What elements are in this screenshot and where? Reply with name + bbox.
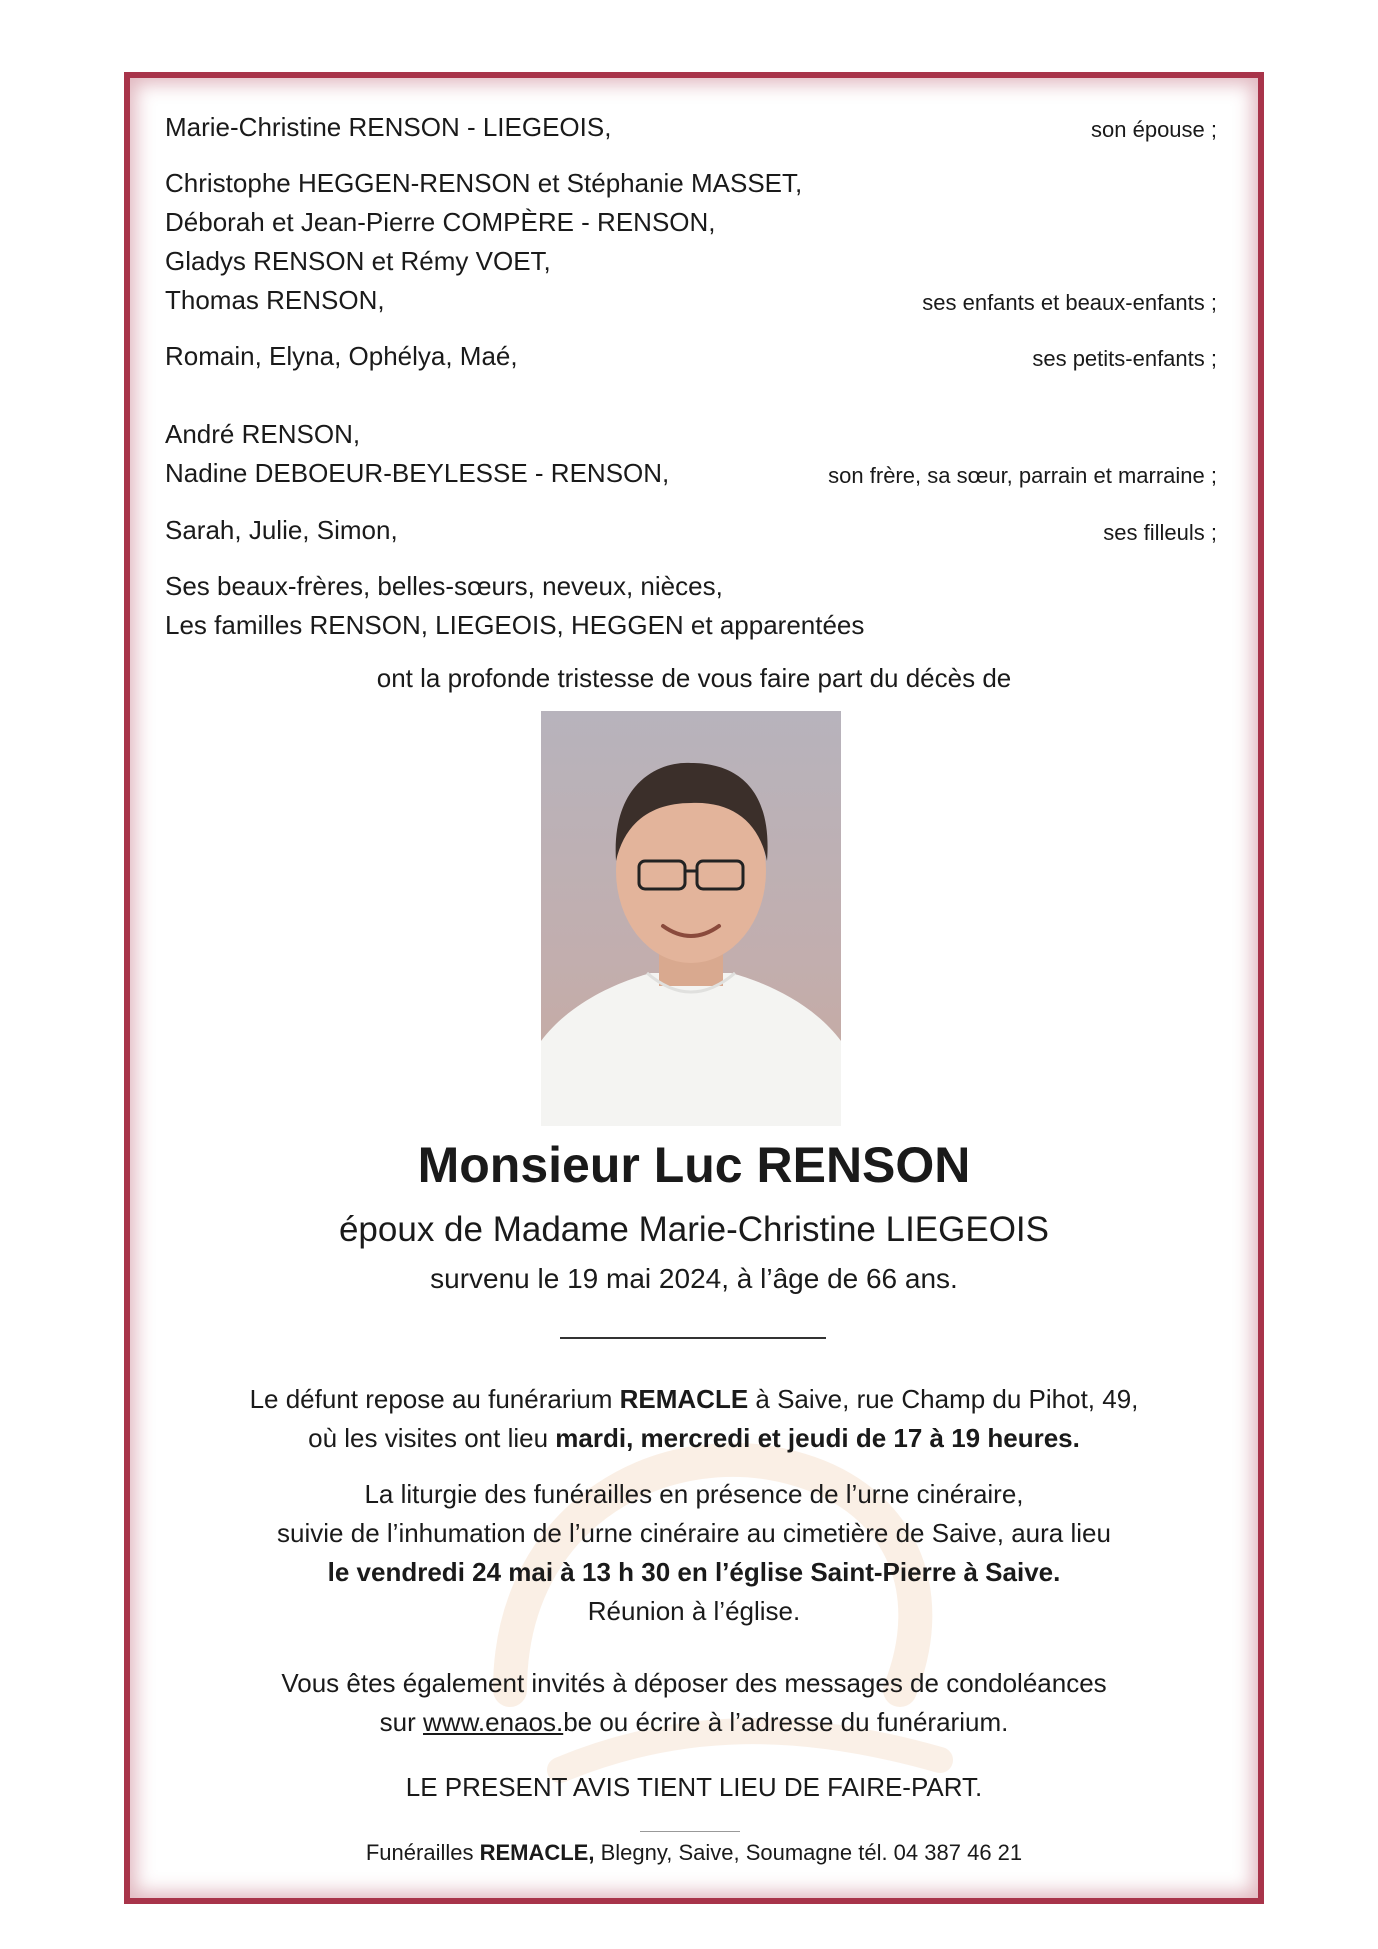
visitation-line-2 <box>124 1423 1264 1454</box>
text: sur <box>379 1707 424 1737</box>
deceased-death-date: survenu le 19 mai 2024, à l’âge de 66 ans. <box>430 1263 958 1294</box>
family-line: Romain, Elyna, Ophélya, Maé, <box>165 341 518 371</box>
family-line: Ses beaux-frères, belles-sœurs, neveux, nièces, <box>165 571 723 601</box>
family-relation: ses petits-enfants ; <box>1032 346 1217 371</box>
divider <box>560 1337 826 1339</box>
family-line: André RENSON, <box>165 419 361 449</box>
text: be ou écrire à l’adresse du funérarium. <box>563 1707 1009 1737</box>
family-group-grandchildren <box>165 337 1217 377</box>
text: à Saive, rue Champ du Pihot, 49, <box>748 1384 1139 1414</box>
footer <box>124 1840 1264 1866</box>
portrait-illustration <box>541 711 841 1126</box>
text: Le défunt repose au funérarium <box>249 1384 620 1414</box>
funeral-line-1: La liturgie des funérailles en présence de l’urne cinéraire, <box>364 1479 1024 1509</box>
family-line: Christophe HEGGEN-RENSON et Stéphanie MASSET, <box>165 168 803 198</box>
family-group-extended <box>165 567 1217 647</box>
family-group-spouse <box>165 108 1217 148</box>
family-line: Marie-Christine RENSON - LIEGEOIS, <box>165 112 612 142</box>
announcement-text: ont la profonde tristesse de vous faire part du décès de <box>376 663 1012 693</box>
funeral-line-4: Réunion à l’église. <box>587 1596 801 1626</box>
notice-text: LE PRESENT AVIS TIENT LIEU DE FAIRE-PART. <box>405 1772 983 1802</box>
footer-company: REMACLE, <box>479 1840 595 1865</box>
family-line: Thomas RENSON, <box>165 285 385 315</box>
text: Funérailles <box>365 1840 480 1865</box>
funeral-line-2: suivie de l’inhumation de l’urne cinéraire au cimetière de Saive, aura lieu <box>277 1518 1111 1548</box>
visiting-hours: mardi, mercredi et jeudi de 17 à 19 heures. <box>555 1423 1080 1453</box>
family-group-children <box>165 164 1217 324</box>
family-group-siblings <box>165 415 1217 495</box>
family-relation: ses filleuls ; <box>1103 520 1217 545</box>
deceased-spouse: époux de Madame Marie-Christine LIEGEOIS <box>338 1210 1050 1249</box>
deceased-photo <box>541 711 841 1126</box>
website-link[interactable]: www.enaos. <box>423 1707 564 1737</box>
condolences-line-2 <box>124 1707 1264 1738</box>
family-relation: son épouse ; <box>1091 117 1217 142</box>
visitation-line-1 <box>124 1384 1264 1415</box>
family-line: Gladys RENSON et Rémy VOET, <box>165 246 551 276</box>
condolences-line-1: Vous êtes également invités à déposer des messages de condoléances <box>281 1668 1107 1698</box>
family-relation: ses enfants et beaux-enfants ; <box>922 290 1217 315</box>
text: Blegny, Saive, Soumagne tél. 04 387 46 21 <box>594 1840 1023 1865</box>
family-line: Sarah, Julie, Simon, <box>165 515 398 545</box>
funeral-datetime: le vendredi 24 mai à 13 h 30 en l’église Saint-Pierre à Saive. <box>327 1557 1061 1587</box>
family-line: Nadine DEBOEUR-BEYLESSE - RENSON, <box>165 458 670 488</box>
family-group-godchildren <box>165 511 1217 551</box>
funeral-home-name: REMACLE <box>619 1384 749 1414</box>
family-relation: son frère, sa sœur, parrain et marraine ; <box>828 463 1217 488</box>
footer-divider <box>640 1831 740 1832</box>
text: où les visites ont lieu <box>308 1423 556 1453</box>
family-line: Déborah et Jean-Pierre COMPÈRE - RENSON, <box>165 207 716 237</box>
family-line: Les familles RENSON, LIEGEOIS, HEGGEN et apparentées <box>165 610 865 640</box>
deceased-name: Monsieur Luc RENSON <box>417 1137 971 1193</box>
